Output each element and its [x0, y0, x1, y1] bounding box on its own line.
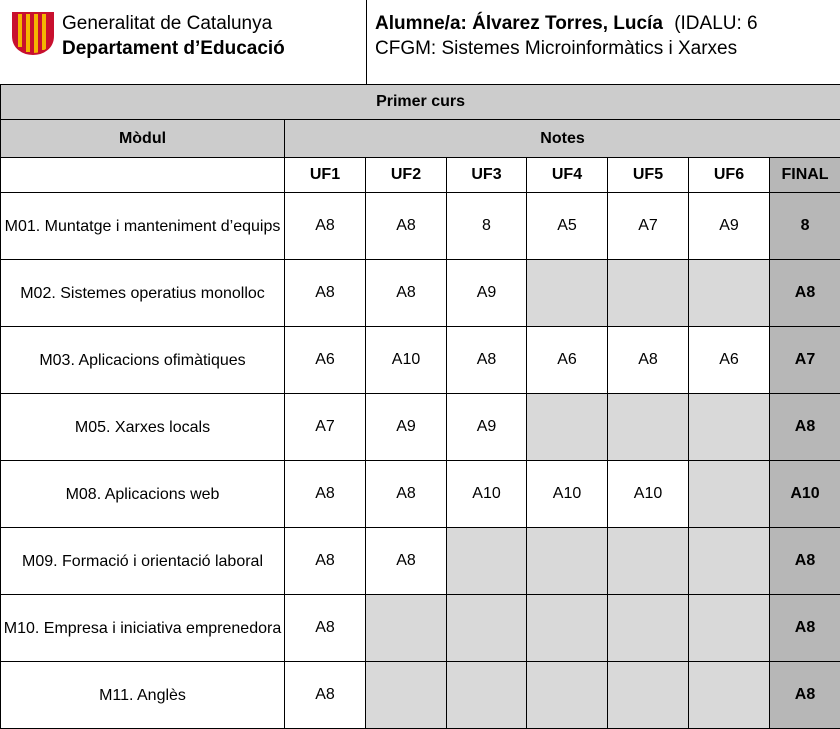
- grade-cell: A8: [285, 193, 366, 260]
- module-name: M08. Aplicacions web: [1, 461, 285, 528]
- grade-cell: A8: [285, 595, 366, 662]
- final-grade-cell: A8: [770, 595, 840, 662]
- module-header: Mòdul: [1, 120, 285, 158]
- course-title: Primer curs: [1, 85, 840, 120]
- grade-cell-empty: [527, 662, 608, 729]
- table-row: [1, 528, 840, 595]
- grade-cell-empty: [366, 662, 447, 729]
- module-name: M03. Aplicacions ofimàtiques: [1, 327, 285, 394]
- final-header: FINAL: [770, 158, 840, 193]
- grade-cell: A8: [608, 327, 689, 394]
- uf-header: UF6: [689, 158, 770, 193]
- grade-cell-empty: [527, 595, 608, 662]
- document-header: [0, 0, 840, 85]
- grade-cell: A7: [608, 193, 689, 260]
- module-name: M11. Anglès: [1, 662, 285, 729]
- grade-cell: A5: [527, 193, 608, 260]
- table-row: [1, 193, 840, 260]
- grade-cell-empty: [689, 260, 770, 327]
- grade-cell: A9: [447, 260, 527, 327]
- grade-cell: A8: [285, 662, 366, 729]
- module-name: M09. Formació i orientació laboral: [1, 528, 285, 595]
- grade-cell: A6: [689, 327, 770, 394]
- final-grade-cell: A10: [770, 461, 840, 528]
- final-grade-cell: A8: [770, 394, 840, 461]
- grade-cell: A8: [366, 260, 447, 327]
- grade-cell-empty: [689, 394, 770, 461]
- grade-cell: 8: [447, 193, 527, 260]
- module-name: M10. Empresa i iniciativa emprenedora: [1, 595, 285, 662]
- institution-block: [0, 0, 367, 84]
- column-group-row: [1, 120, 840, 158]
- grade-cell: A10: [366, 327, 447, 394]
- grade-cell: A8: [366, 528, 447, 595]
- grade-cell-empty: [447, 595, 527, 662]
- grade-cell: A10: [447, 461, 527, 528]
- grade-cell: A8: [447, 327, 527, 394]
- grade-cell-empty: [689, 662, 770, 729]
- final-grade-cell: A8: [770, 662, 840, 729]
- grade-cell: A8: [366, 461, 447, 528]
- grade-cell-empty: [689, 528, 770, 595]
- org-name: Generalitat de Catalunya: [62, 13, 272, 35]
- grade-cell-empty: [527, 528, 608, 595]
- module-name: M01. Muntatge i manteniment d’equips: [1, 193, 285, 260]
- student-line: [375, 13, 758, 35]
- grade-cell-empty: [608, 260, 689, 327]
- uf-header: UF1: [285, 158, 366, 193]
- course-title-row: [1, 85, 840, 120]
- table-row: [1, 394, 840, 461]
- grade-cell: A9: [689, 193, 770, 260]
- grade-cell: A8: [366, 193, 447, 260]
- grade-cell: A8: [285, 260, 366, 327]
- grade-cell-empty: [366, 595, 447, 662]
- student-name: Alumne/a: Álvarez Torres, Lucía: [375, 13, 663, 34]
- table-row: [1, 327, 840, 394]
- uf-header: UF4: [527, 158, 608, 193]
- table-row: [1, 461, 840, 528]
- grade-cell-empty: [447, 662, 527, 729]
- grade-cell-empty: [608, 528, 689, 595]
- final-grade-cell: A8: [770, 528, 840, 595]
- generalitat-logo-icon: [10, 10, 56, 56]
- grade-cell-empty: [608, 595, 689, 662]
- uf-header-blank: [1, 158, 285, 193]
- module-name: M05. Xarxes locals: [1, 394, 285, 461]
- uf-header: UF2: [366, 158, 447, 193]
- grade-cell-empty: [608, 662, 689, 729]
- grade-cell-empty: [608, 394, 689, 461]
- grade-cell-empty: [689, 461, 770, 528]
- grade-cell: A10: [608, 461, 689, 528]
- uf-header: UF5: [608, 158, 689, 193]
- table-row: [1, 595, 840, 662]
- uf-header: UF3: [447, 158, 527, 193]
- grade-cell: A8: [285, 528, 366, 595]
- table-row: [1, 260, 840, 327]
- grade-cell: A6: [285, 327, 366, 394]
- grade-cell: A7: [285, 394, 366, 461]
- grade-cell: A9: [447, 394, 527, 461]
- final-grade-cell: A7: [770, 327, 840, 394]
- table-row: [1, 662, 840, 729]
- grade-cell: A10: [527, 461, 608, 528]
- grade-cell: A9: [366, 394, 447, 461]
- grade-cell: A8: [285, 461, 366, 528]
- cycle-name: CFGM: Sistemes Microinformàtics i Xarxes: [375, 38, 737, 60]
- student-block: [367, 0, 840, 84]
- grade-cell-empty: [447, 528, 527, 595]
- department-name: Departament d’Educació: [62, 38, 285, 60]
- module-name: M02. Sistemes operatius monolloc: [1, 260, 285, 327]
- student-id: (IDALU: 6: [674, 13, 757, 34]
- grades-table: [0, 84, 840, 729]
- grade-cell: A6: [527, 327, 608, 394]
- uf-header-row: [1, 158, 840, 193]
- grade-cell-empty: [527, 260, 608, 327]
- grade-cell-empty: [689, 595, 770, 662]
- final-grade-cell: A8: [770, 260, 840, 327]
- grade-cell-empty: [527, 394, 608, 461]
- final-grade-cell: 8: [770, 193, 840, 260]
- grades-header: Notes: [285, 120, 840, 158]
